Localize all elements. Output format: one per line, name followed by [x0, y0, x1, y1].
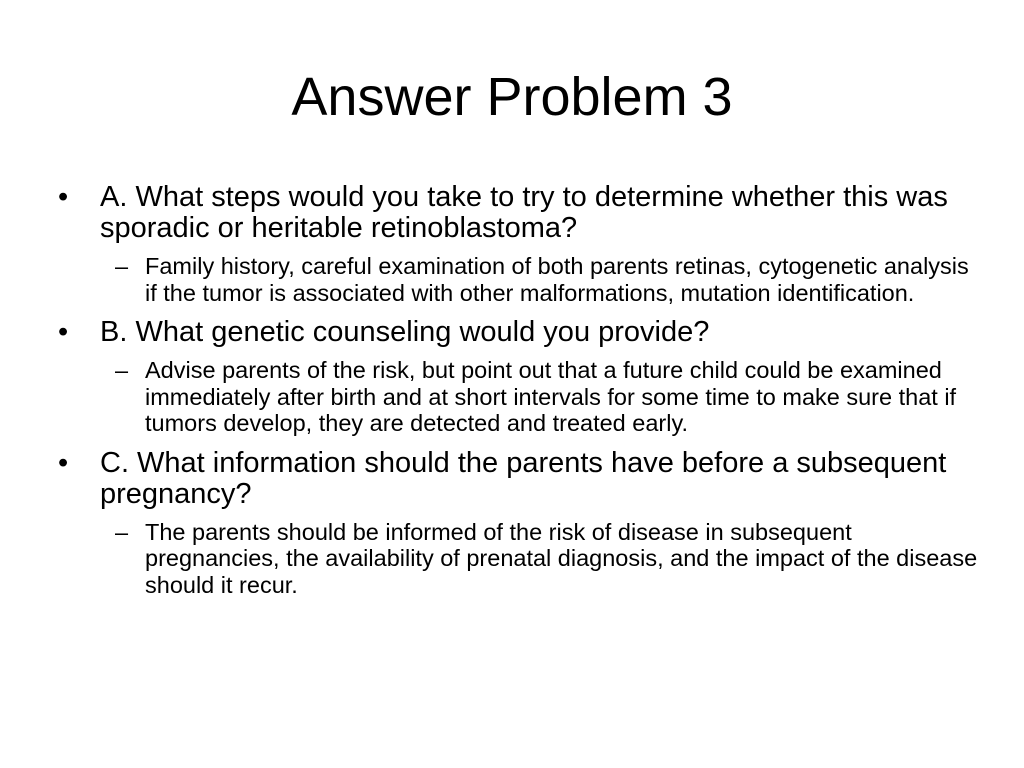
sub-bullet-marker: –	[115, 253, 129, 279]
sub-bullet-answer-a	[58, 253, 978, 306]
question-a-text: A. What steps would you take to try to determine whether this was sporadic or heritable retinoblastoma?	[100, 181, 948, 244]
sub-bullet-answer-c	[58, 519, 978, 599]
slide-title: Answer Problem 3	[291, 67, 733, 127]
answer-c-text: The parents should be informed of the risk of disease in subsequent pregnancies, the availability of prenatal diagnosis, and the impact of the disease should it recur.	[145, 518, 978, 598]
sub-bullet-marker: –	[115, 518, 129, 545]
answer-a-text: Family history, careful examination of both parents retinas, cytogenetic analysis if the tumor is associated with other malformations, mutation identification.	[145, 253, 969, 306]
bullet-marker: •	[58, 446, 69, 479]
sub-bullet-marker: –	[115, 357, 129, 383]
answer-b-text: Advise parents of the risk, but point out that a future child could be examined immediately after birth and at short intervals for some time to make sure that if tumors develop, they are detected and treated early.	[145, 357, 957, 436]
bullet-question-a	[58, 182, 978, 244]
bullet-marker: •	[58, 181, 69, 213]
question-c-text: C. What information should the parents have before a subsequent pregnancy?	[100, 446, 947, 510]
bullet-question-c	[58, 448, 978, 510]
slide-content	[58, 182, 978, 609]
question-b-text: B. What genetic counseling would you provide?	[100, 316, 710, 348]
sub-bullet-answer-b	[58, 357, 978, 437]
bullet-question-b	[58, 317, 978, 348]
bullet-marker: •	[58, 316, 69, 348]
